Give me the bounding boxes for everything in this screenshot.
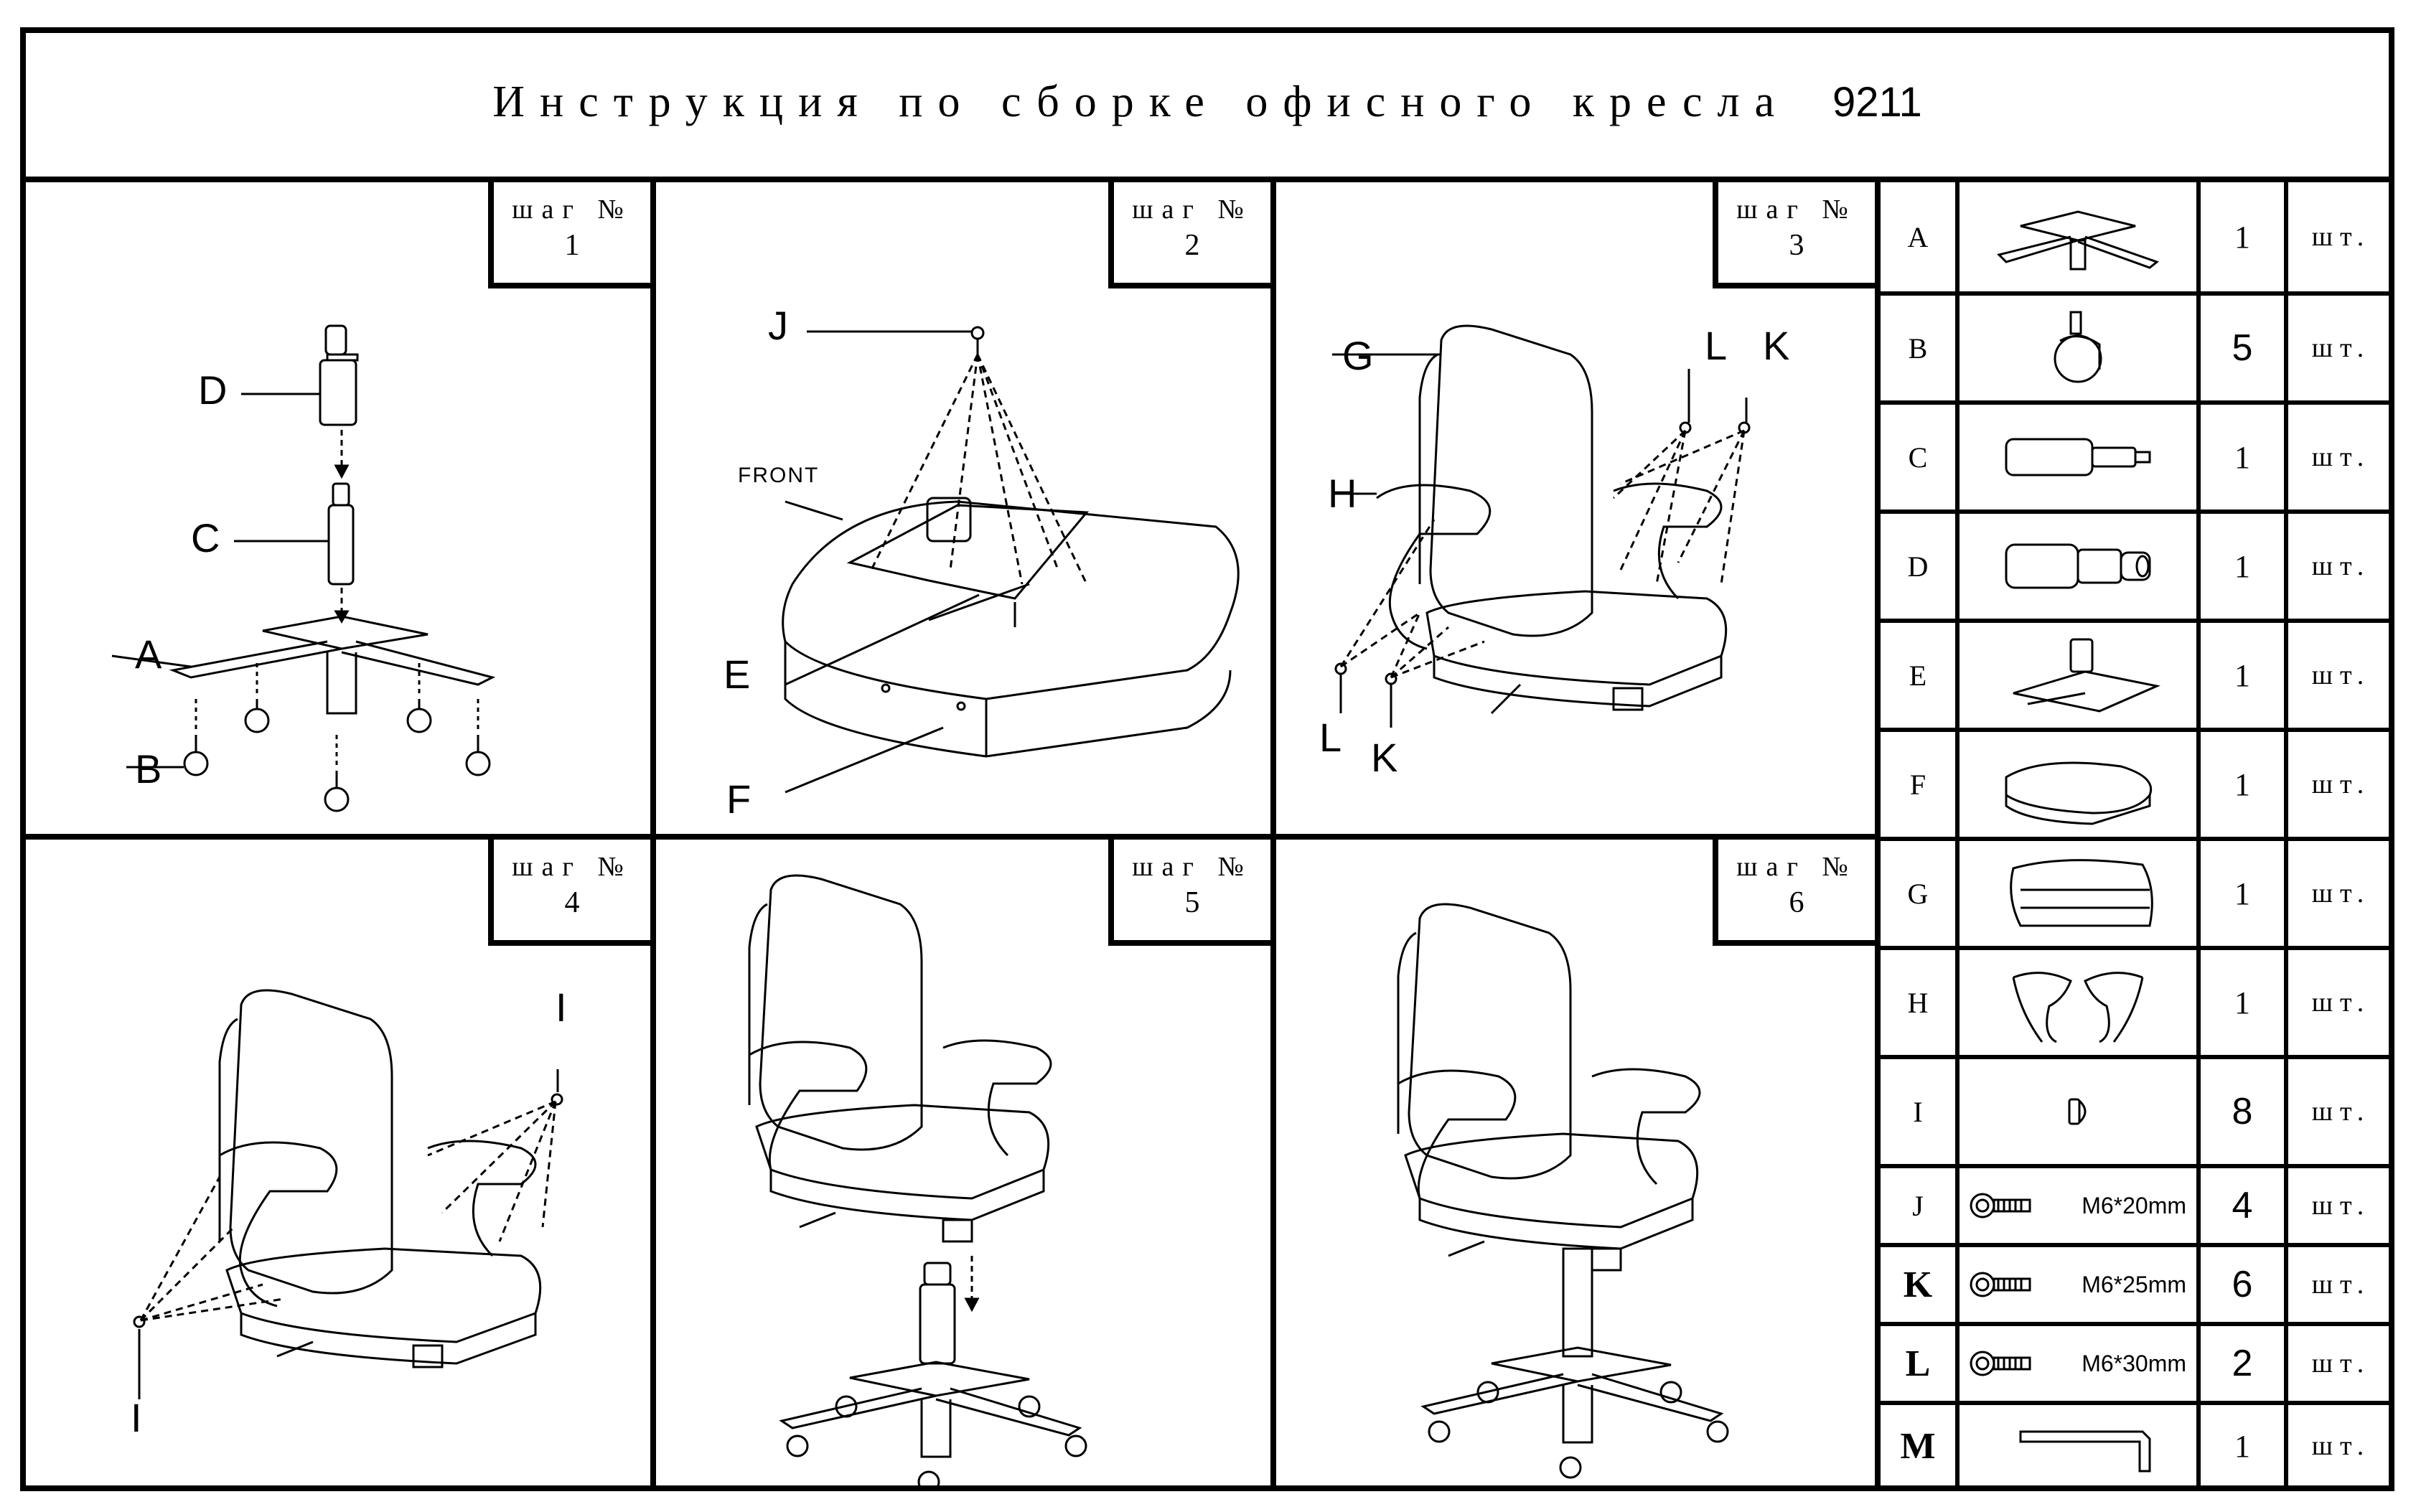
parts-row-j	[1881, 1164, 2394, 1243]
title-bar	[20, 27, 2394, 182]
parts-row-d	[1881, 510, 2394, 619]
label-a: A	[135, 631, 162, 677]
step-4-diagram	[26, 840, 650, 1485]
label-l-bottom: L	[1319, 715, 1342, 760]
part-quantity: 1	[2201, 182, 2288, 291]
mechanism-icon	[1977, 629, 2178, 722]
parts-row-k	[1881, 1243, 2394, 1322]
step-2-panel	[656, 182, 1270, 834]
caster-icon	[1977, 305, 2178, 391]
gas-cover-icon	[1977, 527, 2178, 606]
parts-row-e	[1881, 619, 2394, 728]
parts-row-f	[1881, 728, 2394, 837]
part-unit: шт.	[2311, 987, 2371, 1018]
parts-row-g	[1881, 837, 2394, 946]
parts-row-i	[1881, 1055, 2394, 1164]
step-6-panel	[1276, 840, 1875, 1485]
part-picture	[1960, 182, 2201, 291]
step-4-badge: шаг № 4	[488, 840, 650, 946]
part-letter: B	[1881, 296, 1960, 400]
part-letter: D	[1881, 514, 1960, 619]
part-picture	[1960, 1059, 2201, 1164]
part-unit: шт.	[2311, 769, 2371, 799]
step-3-diagram	[1276, 182, 1875, 834]
step-5-badge: шаг № 5	[1108, 840, 1270, 946]
part-letter: I	[1881, 1059, 1960, 1164]
part-letter: M	[1881, 1405, 1960, 1487]
part-quantity: 1	[2201, 841, 2288, 946]
part-letter: G	[1881, 841, 1960, 946]
label-g: G	[1342, 333, 1374, 378]
part-letter: L	[1881, 1326, 1960, 1401]
part-unit: шт.	[2311, 333, 2371, 363]
part-unit: шт.	[2311, 442, 2371, 472]
part-quantity: 2	[2201, 1326, 2288, 1401]
step-5-diagram	[656, 840, 1270, 1485]
armrest-icon	[1977, 956, 2178, 1049]
seat-icon	[1977, 741, 2178, 827]
part-quantity: 8	[2201, 1059, 2288, 1164]
part-picture	[1960, 405, 2201, 510]
bolt-icon	[1967, 1184, 2046, 1227]
step-1-diagram	[26, 182, 650, 834]
part-quantity: 1	[2201, 405, 2288, 510]
label-h: H	[1328, 471, 1357, 516]
part-unit: шт.	[2311, 1431, 2371, 1461]
part-quantity: 1	[2201, 950, 2288, 1055]
part-spec: M6*20mm	[2082, 1192, 2186, 1218]
part-unit: шт.	[2311, 1191, 2371, 1221]
model-number: 9211	[1832, 78, 1922, 126]
part-letter: F	[1881, 732, 1960, 837]
part-picture	[1960, 1247, 2201, 1322]
step-2-diagram	[656, 182, 1270, 834]
backrest-icon	[1977, 847, 2178, 940]
step-3-panel	[1276, 182, 1875, 834]
part-letter: C	[1881, 405, 1960, 510]
label-k-bottom: K	[1371, 735, 1398, 780]
part-letter: H	[1881, 950, 1960, 1055]
part-letter: A	[1881, 182, 1960, 291]
base-icon	[1977, 197, 2178, 276]
label-e: E	[724, 652, 751, 697]
part-quantity: 1	[2201, 732, 2288, 837]
part-unit: шт.	[2311, 551, 2371, 581]
step-1-badge: шаг № 1	[488, 182, 650, 288]
parts-row-h	[1881, 946, 2394, 1055]
step-6-diagram	[1276, 840, 1875, 1485]
part-quantity: 1	[2201, 514, 2288, 619]
part-quantity: 1	[2201, 1405, 2288, 1487]
label-i-bottom: I	[131, 1395, 142, 1440]
part-picture	[1960, 1405, 2201, 1487]
part-unit: шт.	[2311, 1269, 2371, 1300]
part-letter: K	[1881, 1247, 1960, 1322]
gas-lift-icon	[1977, 418, 2178, 497]
label-front: FRONT	[738, 464, 820, 487]
step-5-panel	[656, 840, 1270, 1485]
hex-key-icon	[1977, 1410, 2178, 1482]
part-picture	[1960, 950, 2201, 1055]
part-quantity: 6	[2201, 1247, 2288, 1322]
part-unit: шт.	[2311, 1348, 2371, 1379]
label-b: B	[135, 746, 162, 792]
part-quantity: 4	[2201, 1168, 2288, 1243]
parts-row-l	[1881, 1322, 2394, 1401]
part-letter: E	[1881, 623, 1960, 728]
part-picture	[1960, 732, 2201, 837]
parts-row-c	[1881, 400, 2394, 510]
part-picture	[1960, 623, 2201, 728]
label-j: J	[768, 303, 788, 348]
step-1-panel	[26, 182, 650, 834]
label-c: C	[191, 515, 220, 560]
label-d: D	[198, 367, 228, 413]
part-picture	[1960, 1326, 2201, 1401]
parts-row-m	[1881, 1401, 2394, 1487]
page-title: Инструкция по сборке офисного кресла	[492, 77, 1789, 126]
step-6-badge: шаг № 6	[1713, 840, 1875, 946]
part-unit: шт.	[2311, 878, 2371, 908]
part-picture	[1960, 841, 2201, 946]
label-k-top: K	[1763, 323, 1790, 368]
bolt-icon	[1967, 1342, 2046, 1385]
bolt-icon	[1967, 1263, 2046, 1306]
part-unit: шт.	[2311, 660, 2371, 690]
part-letter: J	[1881, 1168, 1960, 1243]
step-3-badge: шаг № 3	[1713, 182, 1875, 288]
cap-icon	[1977, 1072, 2178, 1151]
step-4-panel	[26, 840, 650, 1485]
part-picture	[1960, 296, 2201, 400]
label-f: F	[726, 776, 752, 822]
part-spec: M6*30mm	[2082, 1350, 2186, 1376]
parts-table	[1881, 182, 2394, 1491]
part-picture	[1960, 514, 2201, 619]
part-unit: шт.	[2311, 222, 2371, 252]
label-i-top: I	[556, 985, 567, 1030]
step-2-badge: шаг № 2	[1108, 182, 1270, 288]
part-unit: шт.	[2311, 1097, 2371, 1127]
parts-row-a	[1881, 182, 2394, 291]
part-picture	[1960, 1168, 2201, 1243]
part-quantity: 5	[2201, 296, 2288, 400]
label-l-top: L	[1705, 323, 1728, 368]
grid-line	[20, 834, 1881, 840]
part-quantity: 1	[2201, 623, 2288, 728]
parts-row-b	[1881, 291, 2394, 400]
part-spec: M6*25mm	[2082, 1271, 2186, 1297]
